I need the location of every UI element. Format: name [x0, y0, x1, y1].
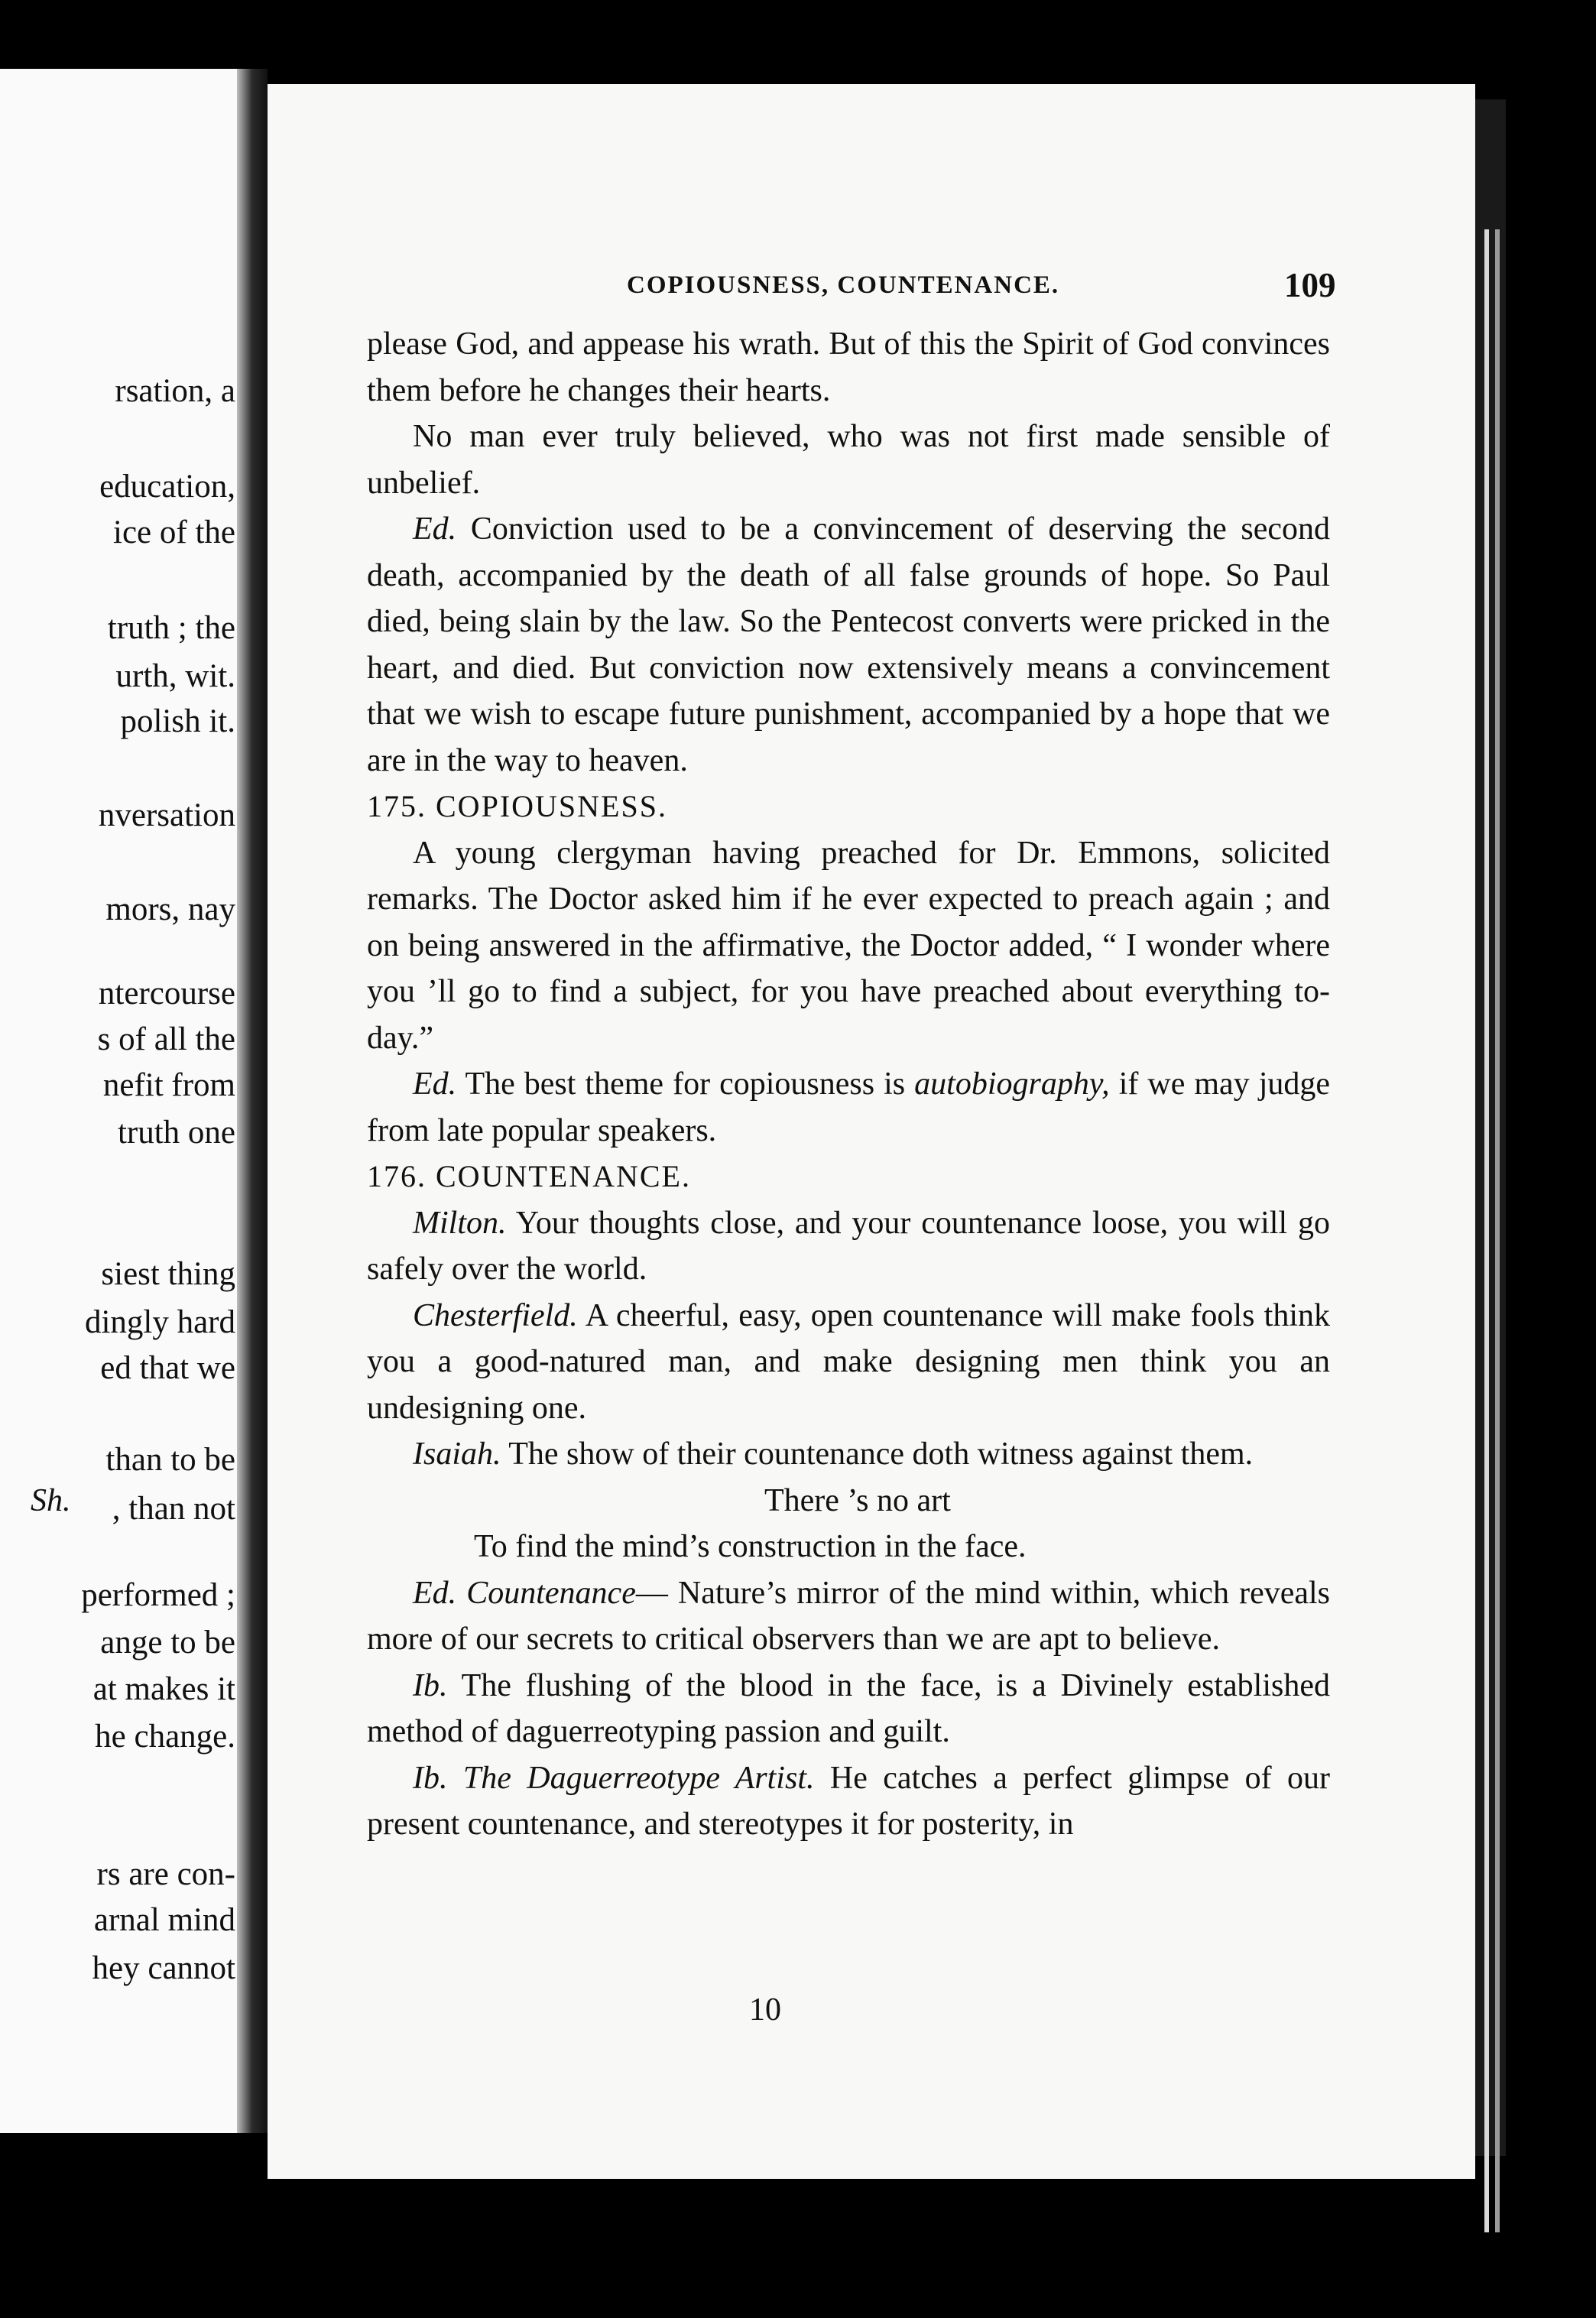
- page-header: [0, 266, 1596, 317]
- left-page-line: polish it.: [120, 703, 235, 739]
- paragraph-text: The best theme for copiousness is: [465, 1066, 906, 1102]
- left-page-line: ntercourse: [98, 976, 235, 1011]
- speaker-label: Ed.: [413, 511, 457, 547]
- paragraph-text: He catches a perfect glimpse of our present countenance, and stereotypes it for posterity, in: [367, 1760, 1331, 1842]
- paragraph: [367, 1570, 1330, 1663]
- left-page-line: truth ; the: [107, 610, 235, 646]
- speaker-label: Ib.: [413, 1667, 448, 1703]
- left-page-line: than to be: [105, 1442, 235, 1478]
- paragraph-text: Your thoughts close, and your countenance loose, you will go safely over the world.: [367, 1205, 1330, 1287]
- paragraph-text: if we may judge from late popular speakers.: [367, 1066, 1331, 1148]
- paragraph: please God, and appease his wrath. But of this the Spirit of God convinces them before he changes their hearts.: [367, 326, 1330, 408]
- left-page-line: ange to be: [100, 1625, 235, 1661]
- left-page-line: nversation: [98, 797, 235, 833]
- paragraph-text: A cheerful, easy, open countenance will make fools think you a good-natured man, and make designing men think you an undesigning one.: [367, 1297, 1330, 1426]
- page-edge-line: [1495, 229, 1500, 2232]
- left-page-line: truth one: [117, 1115, 235, 1151]
- left-page-line: siest thing: [101, 1256, 235, 1292]
- left-page-line: , than not: [112, 1491, 235, 1527]
- left-page-line: hey cannot: [92, 1950, 235, 1986]
- section-heading: 175. COPIOUSNESS.: [367, 789, 667, 823]
- paragraph: No man ever truly believed, who was not first made sensible of unbelief.: [367, 419, 1330, 501]
- left-page-line: he change.: [95, 1719, 235, 1755]
- paragraph: [367, 1200, 1330, 1293]
- left-page-line: arnal mind: [93, 1902, 235, 1938]
- paragraph: A young clergyman having preached for Dr. Emmons, solicited remarks. The Doctor asked him if he ever expected to preach again ; and on being answered in the affirmative, the Doctor added, “ I wonder where you ’ll go to find a subject, for you have preached about everything to-day.”: [367, 835, 1330, 1056]
- paragraph-text: Conviction used to be a convincement of deserving the second death, accompanied by the death of all false grounds of hope. So Paul died, being slain by the law. So the Pentecost converts were pricked in the heart, and died. But conviction now extensively means a convincement that we wish to escape future punishment, accompanied by a hope that we are in the way to heaven.: [367, 511, 1331, 778]
- book-gutter: [237, 69, 268, 2133]
- italic-term: Countenance: [466, 1575, 636, 1611]
- left-page-line: urth, wit.: [115, 658, 235, 694]
- paragraph: [367, 506, 1330, 784]
- verse-text: There ’s no art: [764, 1482, 951, 1518]
- signature-mark: 10: [749, 1992, 781, 2027]
- paragraph-text: — Nature’s mirror of the mind within, which reveals more of our secrets to critical observers than we are apt to believe.: [367, 1575, 1331, 1657]
- paragraph-text: The show of their countenance doth witness against them.: [508, 1437, 1254, 1472]
- left-page-line: at makes it: [92, 1671, 235, 1707]
- italic-term: autobiography,: [914, 1066, 1110, 1102]
- speaker-label: Ed.: [413, 1066, 457, 1102]
- right-page-edge: [1475, 99, 1506, 2156]
- page-number: 109: [1284, 266, 1336, 304]
- left-page-line: ice of the: [113, 515, 235, 550]
- paragraph: [367, 1293, 1330, 1432]
- left-page-line: performed ;: [81, 1577, 235, 1613]
- speaker-label: Milton.: [413, 1205, 507, 1241]
- page-edge-line: [1484, 229, 1489, 2232]
- speaker-label: Isaiah.: [413, 1437, 501, 1472]
- left-page-line: education,: [99, 469, 235, 505]
- speaker-label: Ed.: [413, 1575, 457, 1611]
- paragraph-text: The flushing of the blood in the face, is a Divinely established method of daguerreotyping passion and guilt.: [367, 1667, 1331, 1749]
- paragraph: [367, 1755, 1330, 1848]
- left-page-line: rsation, a: [115, 373, 235, 409]
- left-page-line: rs are con-: [96, 1856, 235, 1892]
- verse-line: [367, 1478, 1330, 1524]
- italic-term: The Daguerreotype Artist.: [462, 1760, 815, 1796]
- left-page-line: dingly hard: [84, 1304, 235, 1340]
- verse-line: To find the mind’s construction in the face.: [474, 1529, 1027, 1564]
- section-heading: 176. COUNTENANCE.: [367, 1159, 691, 1193]
- left-page: [0, 69, 243, 2133]
- left-page-line: s of all the: [97, 1021, 235, 1057]
- speaker-label: Ib.: [413, 1760, 448, 1796]
- left-page-line: ed that we: [100, 1350, 235, 1386]
- speaker-label: Chesterfield.: [413, 1297, 578, 1333]
- paragraph: [367, 1061, 1330, 1154]
- page-body: [367, 321, 1330, 1848]
- paragraph: [367, 1431, 1330, 1478]
- left-page-line: mors, nay: [105, 891, 235, 927]
- running-head: COPIOUSNESS, COUNTENANCE.: [627, 271, 1060, 299]
- left-page-line: nefit from: [102, 1067, 235, 1103]
- paragraph: [367, 1663, 1330, 1755]
